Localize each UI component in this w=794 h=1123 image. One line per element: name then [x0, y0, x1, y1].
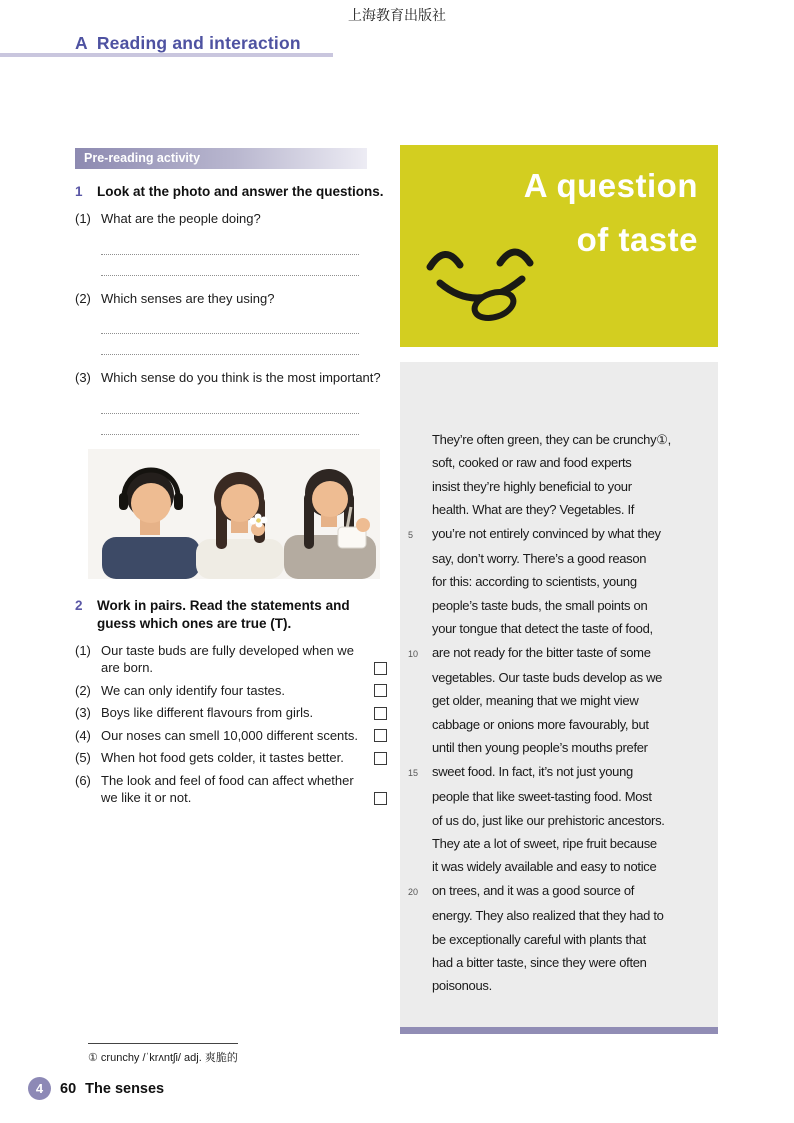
passage-line-text: cabbage or onions more favourably, but [432, 716, 649, 732]
reading-title-card [400, 145, 718, 347]
statement-text: The look and feel of food can affect whether we like it or not. [101, 772, 354, 805]
statement-checkbox[interactable] [374, 752, 387, 765]
passage-line-text: sweet food. In fact, it’s not just young [432, 763, 633, 779]
statement-number: (6) [75, 772, 91, 788]
statement-row [75, 772, 387, 807]
passage-line-text: energy. They also realized that they had to [432, 908, 664, 924]
passage-line [408, 451, 706, 474]
activity1-heading [75, 183, 387, 201]
line-number: 20 [408, 886, 419, 897]
answer-area [101, 313, 359, 355]
passage-line-text: health. What are they? Vegetables. If [432, 502, 635, 518]
passage-line-text: for this: according to scientists, young [432, 574, 637, 590]
answer-line[interactable] [101, 255, 359, 276]
passage-bottom-bar [400, 1027, 718, 1034]
question-text: Which senses are they using? [101, 290, 275, 306]
publisher-name: 上海教育出版社 [348, 9, 446, 24]
footnote-text: ① crunchy /ˈkrʌntʃi/ adj. 爽脆的 [88, 1052, 238, 1064]
footnote-area [88, 1043, 238, 1065]
passage-line [408, 570, 706, 593]
passage-line [408, 641, 706, 666]
passage-line-text: soft, cooked or raw and food experts [432, 455, 632, 471]
passage-line [408, 904, 706, 927]
statement-row [75, 704, 387, 722]
passage-line-text: are not ready for the bitter taste of some [432, 644, 651, 660]
passage-line-text: say, don’t worry. There’s a good reason [432, 551, 647, 567]
activity1-number: 1 [75, 184, 83, 199]
activity2-instruction: Work in pairs. Read the statements and guess which ones are true (T). [97, 597, 350, 631]
passage-line [408, 475, 706, 498]
passage-line [408, 522, 706, 547]
statement-number: (3) [75, 705, 91, 720]
statement-number: (4) [75, 727, 91, 743]
question-number: (2) [75, 290, 91, 306]
statement-checkbox[interactable] [374, 662, 387, 675]
unit-number-badge: 4 [28, 1077, 51, 1100]
passage-line [408, 666, 706, 689]
statement-number: (2) [75, 682, 91, 698]
passage-line-text: your tongue that detect the taste of food, [432, 621, 653, 637]
section-title: Reading and interaction [96, 33, 301, 53]
passage-line-text: They ate a lot of sweet, ripe fruit because [432, 835, 657, 851]
statement-checkbox[interactable] [374, 684, 387, 697]
reading-title-line2: of taste [576, 221, 698, 258]
question-text: Which sense do you think is the most important? [101, 370, 381, 385]
passage-line [408, 547, 706, 570]
passage-line-text: be exceptionally careful with plants that [432, 931, 646, 947]
passage-line [408, 951, 706, 974]
passage-line [408, 879, 706, 904]
answer-line[interactable] [101, 393, 359, 414]
passage-line-text: of us do, just like our prehistoric ancestors. [432, 812, 665, 828]
activity2-heading [75, 597, 387, 633]
passage-line-text: vegetables. Our taste buds develop as we [432, 670, 663, 686]
passage-line [408, 594, 706, 617]
page-number: 60 [60, 1080, 77, 1097]
passage-line [408, 498, 706, 521]
passage-line-text: poisonous. [432, 978, 492, 994]
statement-checkbox[interactable] [374, 729, 387, 742]
section-letter: A [75, 33, 88, 53]
passage-line [408, 689, 706, 712]
question-row [75, 369, 387, 387]
statement-text: When hot food gets colder, it tastes better. [101, 750, 344, 765]
passage-line-text: on trees, and it was a good source of [432, 882, 635, 898]
passage-line [408, 617, 706, 640]
section-header [75, 33, 301, 54]
passage-line-text: people that like sweet-tasting food. Most [432, 789, 652, 805]
passage-line [408, 809, 706, 832]
answer-area [101, 393, 359, 435]
question-row [75, 210, 387, 228]
passage-line-text: until then young people’s mouths prefer [432, 740, 648, 756]
footnote-rule [88, 1043, 238, 1044]
unit-title: The senses [85, 1080, 165, 1097]
passage-line-text: it was widely available and easy to notice [432, 859, 657, 875]
statement-text: We can only identify four tastes. [101, 682, 286, 698]
left-column [75, 148, 387, 812]
passage-line-text: They’re often green, they can be crunchy①, [432, 432, 671, 447]
line-number: 5 [408, 529, 414, 540]
statement-row [75, 727, 387, 745]
passage-line [408, 832, 706, 855]
statement-text: Our taste buds are fully developed when we are born. [101, 642, 354, 675]
statement-checkbox[interactable] [374, 792, 387, 805]
statement-text: Our noses can smell 10,000 different scents. [101, 727, 359, 743]
passage-line-text: insist they’re highly beneficial to your [432, 478, 632, 494]
passage-line [408, 855, 706, 878]
passage-line [408, 928, 706, 951]
answer-line[interactable] [101, 334, 359, 355]
passage-line [408, 428, 706, 451]
question-row [75, 290, 387, 308]
pre-reading-banner [75, 148, 367, 169]
passage-line [408, 785, 706, 808]
statement-checkbox[interactable] [374, 707, 387, 720]
line-number: 15 [408, 767, 419, 778]
statement-row [75, 749, 387, 767]
statement-row [75, 642, 387, 677]
reading-title-line1: A question [523, 167, 698, 204]
passage-line-text: get older, meaning that we might view [432, 693, 639, 709]
question-number: (3) [75, 370, 91, 385]
statement-number: (5) [75, 750, 91, 765]
activity1-instruction: Look at the photo and answer the questions. [97, 184, 384, 199]
answer-area [101, 234, 359, 276]
answer-line[interactable] [101, 313, 359, 334]
passage-line-text: people’s taste buds, the small points on [432, 597, 648, 613]
question-number: (1) [75, 211, 91, 226]
passage-line [408, 736, 706, 759]
passage-line [408, 760, 706, 785]
answer-line[interactable] [101, 414, 359, 435]
activity2-number: 2 [75, 597, 83, 613]
passage-line-text: you’re not entirely convinced by what they [432, 525, 661, 541]
smiley-tongue-icon [418, 231, 558, 331]
reading-passage [400, 362, 718, 1034]
passage-line-text: had a bitter taste, since they were often [432, 954, 647, 970]
statement-number: (1) [75, 642, 91, 658]
pre-reading-banner-label: Pre-reading activity [84, 151, 201, 165]
statement-row [75, 682, 387, 700]
passage-line [408, 974, 706, 997]
photo-people-using-senses [88, 449, 380, 579]
answer-line[interactable] [101, 234, 359, 255]
page-footer [28, 1077, 164, 1100]
question-text: What are the people doing? [101, 211, 261, 226]
passage-line [408, 713, 706, 736]
statement-text: Boys like different flavours from girls. [101, 705, 314, 720]
line-number: 10 [408, 648, 419, 659]
